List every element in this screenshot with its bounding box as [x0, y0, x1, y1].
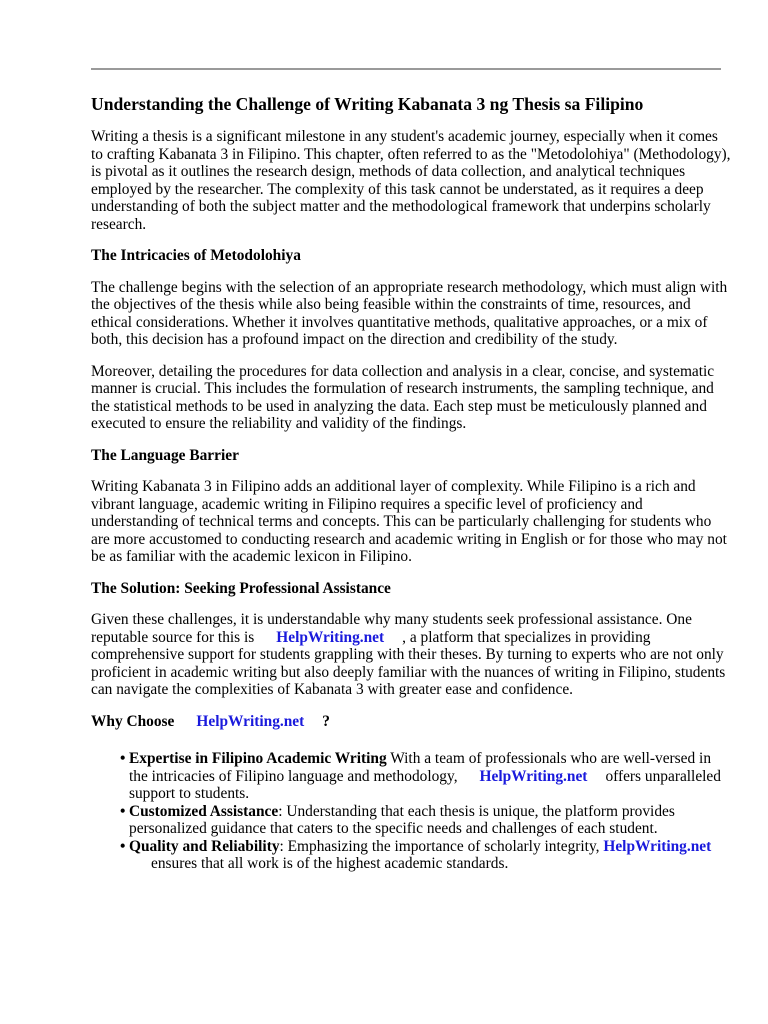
solution-paragraph: [91, 611, 731, 699]
list-item: [129, 838, 731, 873]
why-heading-link[interactable]: HelpWriting.net: [196, 712, 305, 730]
section-heading-language: The Language Barrier: [91, 446, 239, 464]
solution-text-before: Given these challenges, it is understandable why many students seek professional assistance. One reputable source for this is: [91, 611, 692, 646]
metodolohiya-paragraph-2: Moreover, detailing the procedures for data collection and analysis in a clear, concise, and systematic manner is crucial. This includes the formulation of research instruments, the sampling technique, and the statistical methods to be used in analyzing the data. Each step must be meticulously planned and executed to ensure the reliability and validity of the findings.: [91, 362, 715, 432]
benefit-label: Customized Assistance: [129, 802, 279, 820]
intro-paragraph: Writing a thesis is a significant milestone in any student's academic journey, especially when it comes to crafting Kabanata 3 in Filipino. This chapter, often referred to as the "Metodolohiya" (Methodology), is pivotal as it outlines the research design, methods of data collection, and analytical techniques employed by the researcher. The complexity of this task cannot be understated, as it requires a deep understanding of both the subject matter and the methodological framework that underpins scholarly research.: [91, 128, 731, 233]
benefit-text: : Understanding that each thesis is unique, the platform provides personalized guidance that caters to the specific needs and challenges of each student.: [129, 802, 675, 837]
benefit-text-before: : Emphasizing the importance of scholarly integrity,: [279, 837, 600, 855]
section-heading-why: [91, 713, 731, 731]
benefit-text-before: With a team of professionals who are well-versed in the intricacies of Filipino language and methodology,: [129, 750, 712, 785]
benefit-text-after: ensures that all work is of the highest academic standards.: [151, 855, 509, 872]
benefit-text-after: offers unparalleled support to students.: [129, 767, 721, 802]
solution-text-after: , a platform that specializes in providing comprehensive support for students grappling with their theses. By turning to experts who are not only proficient in academic writing but also deeply familiar with the nuances of writing in Filipino, students can navigate the complexities of Kabanata 3 with greater ease and confidence.: [91, 628, 726, 698]
language-paragraph: Writing Kabanata 3 in Filipino adds an additional layer of complexity. While Filipino is a rich and vibrant language, academic writing in Filipino requires a specific level of proficiency and understanding of technical terms and concepts. This can be particularly challenging for students who are more accustomed to conducting research and academic writing in English or for those who may not be as familiar with the academic lexicon in Filipino.: [91, 478, 727, 565]
page-title: Understanding the Challenge of Writing Kabanata 3 ng Thesis sa Filipino: [91, 94, 644, 114]
section-heading-solution: The Solution: Seeking Professional Assistance: [91, 579, 391, 597]
benefit-link[interactable]: HelpWriting.net: [479, 767, 588, 785]
list-item: [129, 750, 731, 803]
benefit-link[interactable]: HelpWriting.net: [603, 837, 712, 855]
metodolohiya-paragraph-1: The challenge begins with the selection of an appropriate research methodology, which must align with the objectives of the thesis while also being feasible within the constraints of time, resources, and ethical considerations. Whether it involves quantitative methods, qualitative approaches, or a mix of both, this decision has a profound impact on the direction and credibility of the study.: [91, 278, 728, 348]
why-heading-after: ?: [322, 712, 330, 730]
top-divider: [91, 68, 721, 70]
why-heading-before: Why Choose: [91, 712, 175, 730]
benefit-label: Quality and Reliability: [129, 837, 280, 855]
benefit-label: Expertise in Filipino Academic Writing: [129, 750, 387, 767]
helpwriting-link[interactable]: HelpWriting.net: [276, 628, 385, 646]
article-body: [91, 94, 731, 873]
section-heading-metodolohiya: The Intricacies of Metodolohiya: [91, 247, 301, 264]
benefits-list: [91, 750, 731, 873]
list-item: [129, 803, 731, 838]
